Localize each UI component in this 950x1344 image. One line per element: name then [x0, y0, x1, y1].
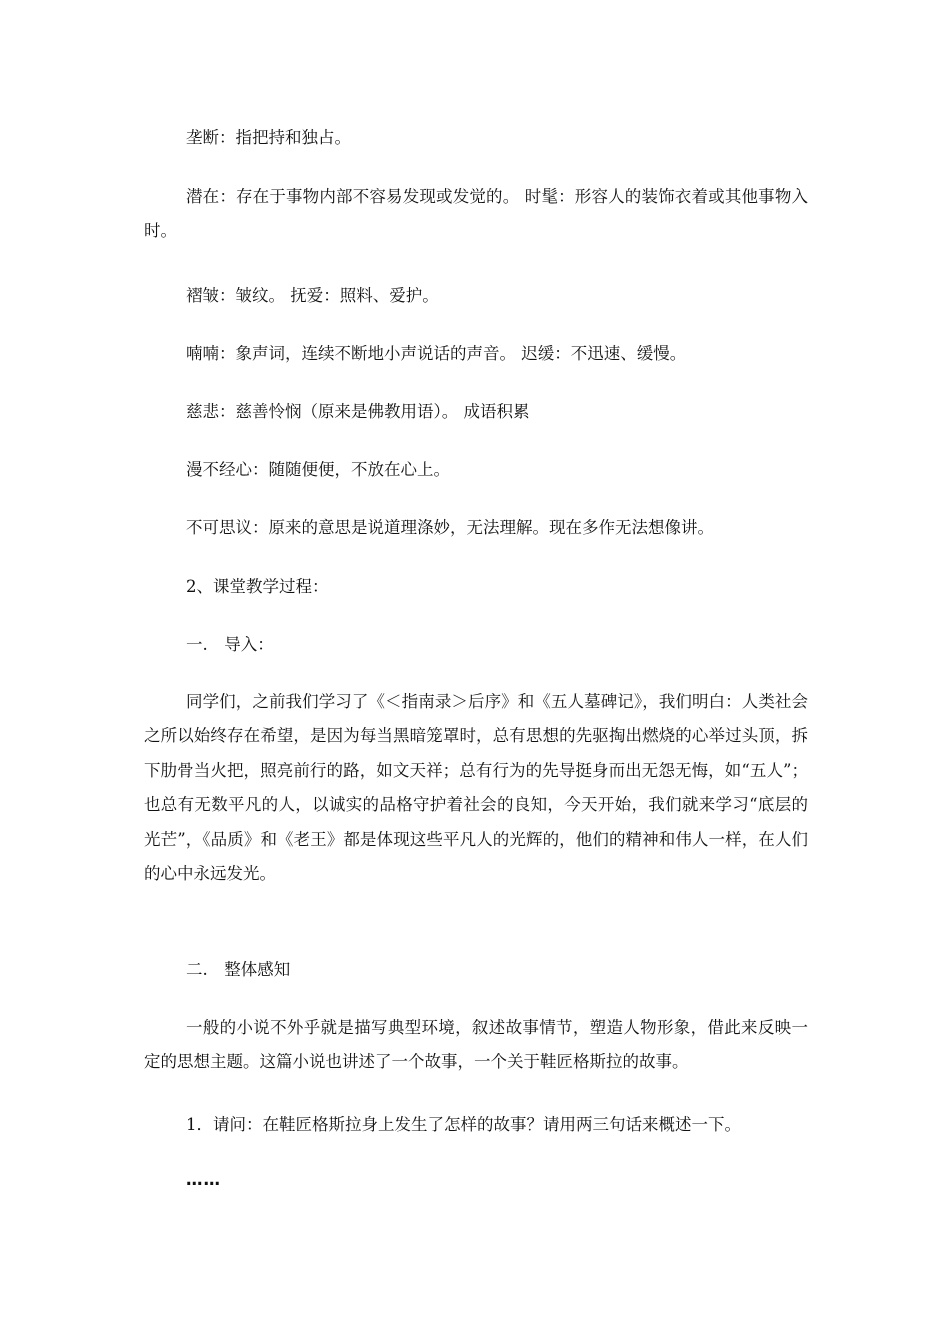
paragraph-introduction: 同学们，之前我们学习了《＜指南录＞后序》和《五人墓碑记》，我们明白：人类社会之所以始终存在希望，是因为每当黑暗笼罩时，总有思想的先驱掏出燃烧的心举过头顶，拆下肋骨当火把，照亮前行的路，如文天祥；总有行为的先导挺身而出无怨无悔，如“五人”；也总有无数平凡的人，以诚实的品格守护着社会的良知，今天开始，我们就来学习“底层的光芒”，《品质》和《老王》都是体现这些平凡人的光辉的，他们的精神和伟人一样，在人们的心中永远发光。	[144, 692, 808, 884]
idiom-line-careless: 漫不经心：随随便便，不放在心上。	[186, 460, 450, 479]
vocab-line-mercy: 慈悲：慈善怜悯（原来是佛教用语）。 成语积累	[186, 402, 530, 421]
ellipsis: ……	[186, 1170, 221, 1189]
section-heading-teaching-process: 2、课堂教学过程：	[186, 577, 329, 596]
idiom-line-inconceivable: 不可思议：原来的意思是说道理涤妙，无法理解。现在多作无法想像讲。	[186, 518, 714, 537]
heading-introduction: 一. 导入：	[186, 635, 274, 654]
vocab-line-wrinkle: 褶皱：皱纹。 抚爱：照料、爱护。	[186, 286, 439, 305]
vocab-line-latent: 潜在：存在于事物内部不容易发现或发觉的。 时髦：形容人的装饰衣着或其他事物入时。	[144, 187, 808, 241]
vocab-line-monopoly: 垄断：指把持和独占。	[186, 128, 351, 147]
paragraph-overall-perception: 一般的小说不外乎就是描写典型环境，叙述故事情节，塑造人物形象，借此来反映一定的思想主题。这篇小说也讲述了一个故事，一个关于鞋匠格斯拉的故事。	[144, 1018, 808, 1072]
question-1: 1．请问：在鞋匠格斯拉身上发生了怎样的故事？请用两三句话来概述一下。	[186, 1115, 741, 1134]
heading-overall-perception: 二. 整体感知	[186, 960, 291, 979]
vocab-line-murmur: 喃喃：象声词，连续不断地小声说话的声音。 迟缓：不迅速、缓慢。	[186, 344, 687, 363]
